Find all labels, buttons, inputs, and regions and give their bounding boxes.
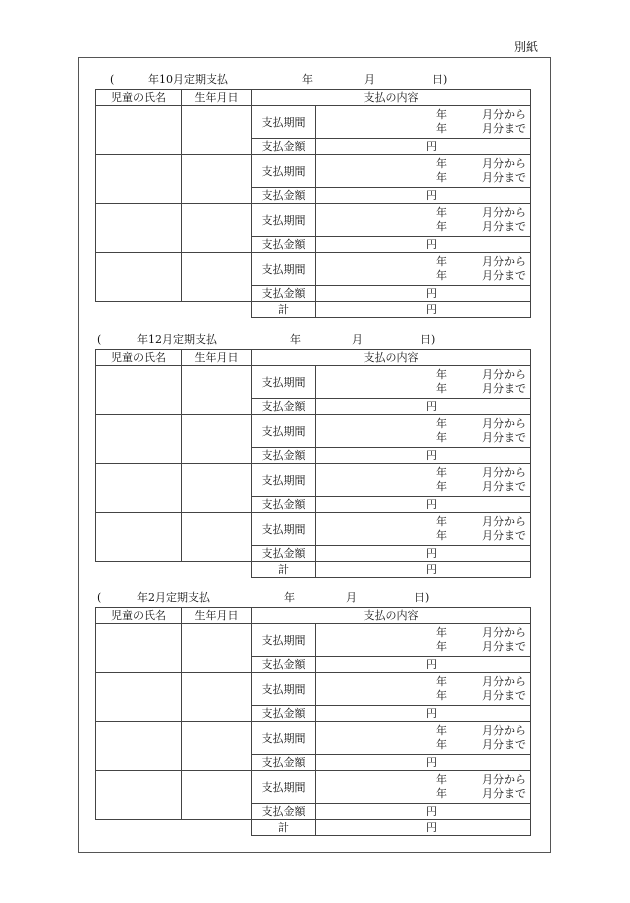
amount-label: 支払金額: [252, 804, 316, 820]
child-name-cell[interactable]: [96, 204, 182, 253]
amount-label: 支払金額: [252, 497, 316, 513]
birth-date-cell[interactable]: [182, 415, 252, 464]
amount-cell[interactable]: [316, 448, 531, 464]
total-amount-cell[interactable]: [316, 302, 531, 318]
period-until-year: 年: [436, 269, 447, 282]
table-row: [96, 366, 531, 399]
birth-date-cell[interactable]: [182, 464, 252, 513]
page-label: 別紙: [514, 40, 539, 54]
birth-date-cell[interactable]: [182, 366, 252, 415]
birth-date-cell[interactable]: [182, 204, 252, 253]
amount-cell[interactable]: [316, 755, 531, 771]
birth-date-cell[interactable]: [182, 513, 252, 562]
yen-unit: 円: [426, 400, 437, 413]
table-row: [96, 624, 531, 657]
section-header: [0, 590, 630, 606]
period-until-text: 月分まで: [482, 220, 526, 233]
period-from-year: 年: [436, 724, 447, 737]
total-spacer: [182, 562, 252, 578]
period-from-year: 年: [436, 108, 447, 121]
table-row: [96, 204, 531, 237]
yen-unit: 円: [426, 287, 437, 300]
period-from-text: 月分から: [482, 255, 526, 268]
col-birth-header: 生年月日: [182, 350, 252, 366]
total-amount-cell[interactable]: [316, 820, 531, 836]
section-header: [0, 72, 630, 88]
child-name-cell[interactable]: [96, 673, 182, 722]
amount-label: 支払金額: [252, 188, 316, 204]
period-from-year: 年: [436, 626, 447, 639]
period-until-text: 月分まで: [482, 689, 526, 702]
period-until-year: 年: [436, 122, 447, 135]
amount-label: 支払金額: [252, 237, 316, 253]
period-label: 支払期間: [252, 464, 316, 497]
period-cell[interactable]: [316, 415, 531, 448]
period-label: 支払期間: [252, 722, 316, 755]
total-amount-cell[interactable]: [316, 562, 531, 578]
child-name-cell[interactable]: [96, 624, 182, 673]
amount-cell[interactable]: [316, 286, 531, 302]
period-until-year: 年: [436, 220, 447, 233]
day-field: 日): [414, 591, 430, 604]
period-from-year: 年: [436, 773, 447, 786]
col-content-header: 支払の内容: [252, 350, 531, 366]
birth-date-cell[interactable]: [182, 673, 252, 722]
amount-cell[interactable]: [316, 804, 531, 820]
payment-table: [95, 349, 531, 578]
yen-unit: 円: [426, 821, 437, 834]
table-row: [96, 155, 531, 188]
table-row: [96, 513, 531, 546]
period-label: 支払期間: [252, 204, 316, 237]
amount-cell[interactable]: [316, 546, 531, 562]
col-birth-header: 生年月日: [182, 90, 252, 106]
child-name-cell[interactable]: [96, 155, 182, 204]
period-until-text: 月分まで: [482, 787, 526, 800]
yen-unit: 円: [426, 238, 437, 251]
period-from-year: 年: [436, 368, 447, 381]
child-name-cell[interactable]: [96, 366, 182, 415]
total-spacer: [96, 302, 182, 318]
yen-unit: 円: [426, 707, 437, 720]
total-label: 計: [252, 302, 316, 318]
total-row: [96, 820, 531, 836]
period-from-text: 月分から: [482, 417, 526, 430]
period-cell[interactable]: [316, 464, 531, 497]
total-spacer: [182, 302, 252, 318]
period-from-year: 年: [436, 157, 447, 170]
total-row: [96, 302, 531, 318]
yen-unit: 円: [426, 189, 437, 202]
period-from-text: 月分から: [482, 157, 526, 170]
col-content-header: 支払の内容: [252, 90, 531, 106]
table-header-row: [96, 90, 531, 106]
amount-label: 支払金額: [252, 286, 316, 302]
period-from-year: 年: [436, 255, 447, 268]
child-name-cell[interactable]: [96, 106, 182, 155]
period-cell[interactable]: [316, 155, 531, 188]
period-until-year: 年: [436, 480, 447, 493]
year-field: 年: [302, 73, 313, 86]
amount-cell[interactable]: [316, 657, 531, 673]
child-name-cell[interactable]: [96, 771, 182, 820]
period-until-year: 年: [436, 382, 447, 395]
child-name-cell[interactable]: [96, 513, 182, 562]
period-until-text: 月分まで: [482, 738, 526, 751]
period-cell[interactable]: [316, 673, 531, 706]
period-until-year: 年: [436, 787, 447, 800]
child-name-cell[interactable]: [96, 722, 182, 771]
amount-cell[interactable]: [316, 706, 531, 722]
period-cell[interactable]: [316, 204, 531, 237]
period-label: 支払期間: [252, 415, 316, 448]
table-row: [96, 673, 531, 706]
yen-unit: 円: [426, 756, 437, 769]
period-until-year: 年: [436, 640, 447, 653]
amount-cell[interactable]: [316, 399, 531, 415]
table-row: [96, 464, 531, 497]
amount-label: 支払金額: [252, 139, 316, 155]
amount-cell[interactable]: [316, 188, 531, 204]
period-label: 支払期間: [252, 771, 316, 804]
period-cell[interactable]: [316, 253, 531, 286]
period-cell[interactable]: [316, 624, 531, 657]
birth-date-cell[interactable]: [182, 155, 252, 204]
amount-cell[interactable]: [316, 237, 531, 253]
period-label: 支払期間: [252, 155, 316, 188]
yen-unit: 円: [426, 805, 437, 818]
yen-unit: 円: [426, 303, 437, 316]
period-until-text: 月分まで: [482, 480, 526, 493]
child-name-cell[interactable]: [96, 253, 182, 302]
period-from-text: 月分から: [482, 626, 526, 639]
total-label: 計: [252, 820, 316, 836]
col-name-header: 児童の氏名: [96, 90, 182, 106]
year-field: 年: [290, 333, 301, 346]
yen-unit: 円: [426, 449, 437, 462]
child-name-cell[interactable]: [96, 464, 182, 513]
col-birth-header: 生年月日: [182, 608, 252, 624]
table-header-row: [96, 608, 531, 624]
period-until-text: 月分まで: [482, 640, 526, 653]
period-cell[interactable]: [316, 771, 531, 804]
period-until-text: 月分まで: [482, 122, 526, 135]
table-row: [96, 771, 531, 804]
section-title: 年2月定期支払: [137, 591, 210, 604]
period-from-text: 月分から: [482, 724, 526, 737]
total-spacer: [96, 562, 182, 578]
yen-unit: 円: [426, 498, 437, 511]
amount-cell[interactable]: [316, 139, 531, 155]
amount-label: 支払金額: [252, 399, 316, 415]
col-name-header: 児童の氏名: [96, 608, 182, 624]
table-row: [96, 722, 531, 755]
payment-table: [95, 607, 531, 836]
period-label: 支払期間: [252, 513, 316, 546]
period-label: 支払期間: [252, 106, 316, 139]
period-label: 支払期間: [252, 253, 316, 286]
col-content-header: 支払の内容: [252, 608, 531, 624]
period-until-text: 月分まで: [482, 382, 526, 395]
total-spacer: [182, 820, 252, 836]
period-cell[interactable]: [316, 366, 531, 399]
yen-unit: 円: [426, 547, 437, 560]
section-title: 年10月定期支払: [148, 73, 228, 86]
period-until-text: 月分まで: [482, 171, 526, 184]
year-field: 年: [284, 591, 295, 604]
section-title: 年12月定期支払: [137, 333, 217, 346]
month-field: 月: [346, 591, 357, 604]
amount-label: 支払金額: [252, 546, 316, 562]
period-until-text: 月分まで: [482, 431, 526, 444]
open-paren: (: [110, 73, 115, 86]
total-row: [96, 562, 531, 578]
period-cell[interactable]: [316, 513, 531, 546]
yen-unit: 円: [426, 563, 437, 576]
period-label: 支払期間: [252, 366, 316, 399]
period-from-text: 月分から: [482, 206, 526, 219]
table-header-row: [96, 350, 531, 366]
amount-label: 支払金額: [252, 706, 316, 722]
period-from-year: 年: [436, 466, 447, 479]
period-from-year: 年: [436, 417, 447, 430]
child-name-cell[interactable]: [96, 415, 182, 464]
table-row: [96, 106, 531, 139]
amount-cell[interactable]: [316, 497, 531, 513]
period-until-year: 年: [436, 529, 447, 542]
birth-date-cell[interactable]: [182, 771, 252, 820]
period-until-year: 年: [436, 738, 447, 751]
period-label: 支払期間: [252, 624, 316, 657]
period-until-year: 年: [436, 431, 447, 444]
birth-date-cell[interactable]: [182, 106, 252, 155]
period-from-text: 月分から: [482, 466, 526, 479]
open-paren: (: [97, 591, 102, 604]
table-row: [96, 253, 531, 286]
total-label: 計: [252, 562, 316, 578]
period-from-text: 月分から: [482, 108, 526, 121]
birth-date-cell[interactable]: [182, 624, 252, 673]
period-from-year: 年: [436, 515, 447, 528]
month-field: 月: [352, 333, 363, 346]
period-from-text: 月分から: [482, 773, 526, 786]
period-from-text: 月分から: [482, 368, 526, 381]
period-from-text: 月分から: [482, 675, 526, 688]
birth-date-cell[interactable]: [182, 253, 252, 302]
period-until-year: 年: [436, 171, 447, 184]
day-field: 日): [420, 333, 436, 346]
period-from-year: 年: [436, 675, 447, 688]
table-row: [96, 415, 531, 448]
period-until-text: 月分まで: [482, 269, 526, 282]
period-cell[interactable]: [316, 106, 531, 139]
yen-unit: 円: [426, 658, 437, 671]
amount-label: 支払金額: [252, 657, 316, 673]
period-from-year: 年: [436, 206, 447, 219]
open-paren: (: [97, 333, 102, 346]
payment-table: [95, 89, 531, 318]
month-field: 月: [364, 73, 375, 86]
amount-label: 支払金額: [252, 448, 316, 464]
section-header: [0, 332, 630, 348]
col-name-header: 児童の氏名: [96, 350, 182, 366]
period-from-text: 月分から: [482, 515, 526, 528]
period-until-year: 年: [436, 689, 447, 702]
amount-label: 支払金額: [252, 755, 316, 771]
yen-unit: 円: [426, 140, 437, 153]
birth-date-cell[interactable]: [182, 722, 252, 771]
period-until-text: 月分まで: [482, 529, 526, 542]
period-label: 支払期間: [252, 673, 316, 706]
period-cell[interactable]: [316, 722, 531, 755]
total-spacer: [96, 820, 182, 836]
day-field: 日): [432, 73, 448, 86]
